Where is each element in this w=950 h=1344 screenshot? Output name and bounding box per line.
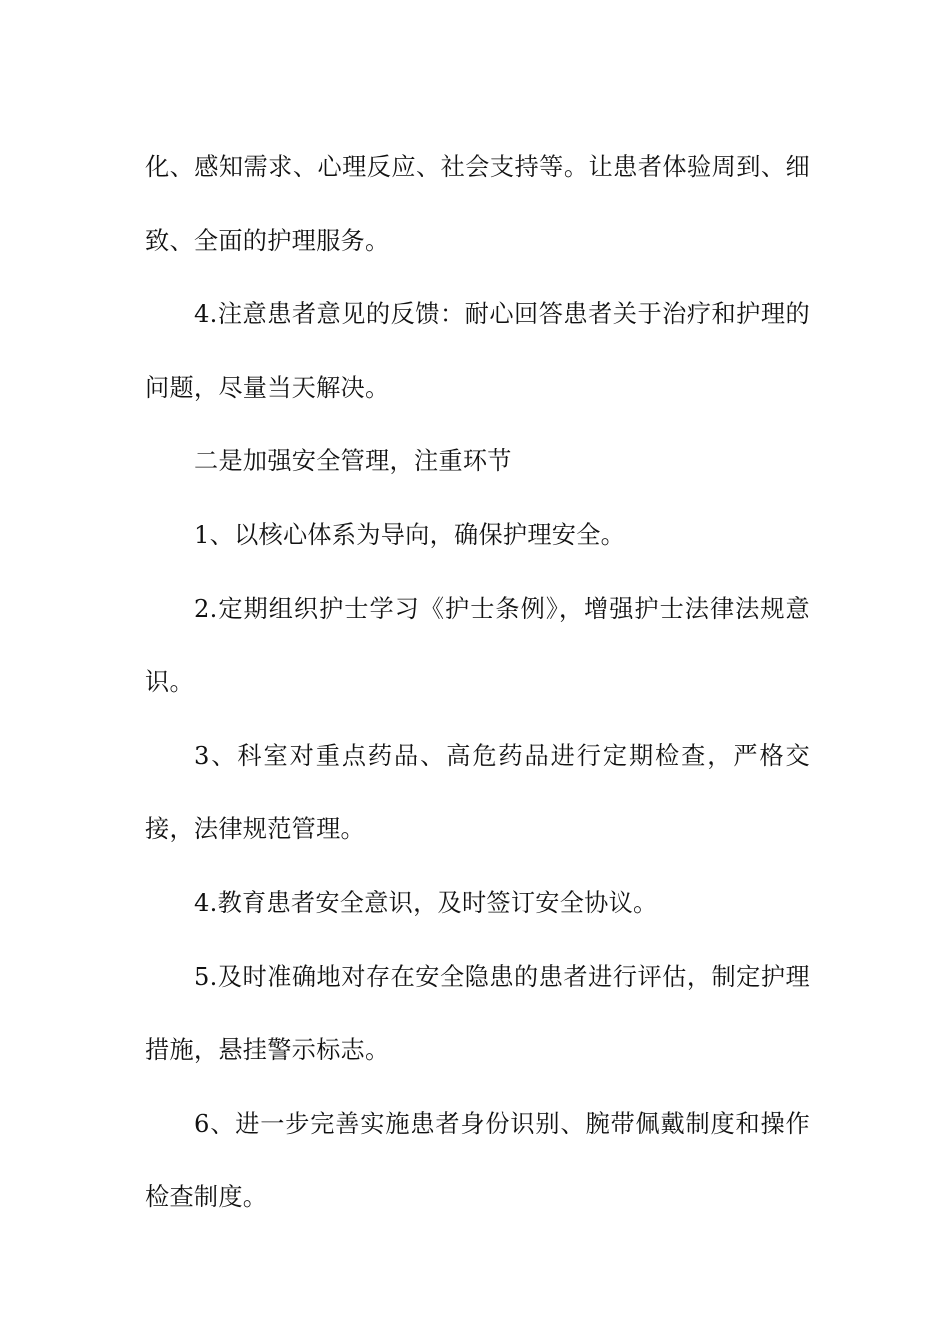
paragraph-continuation: 化、感知需求、心理反应、社会支持等。让患者体验周到、细致、全面的护理服务。 <box>145 153 810 255</box>
paragraph-item-2: 2.定期组织护士学习《护士条例》，增强护士法律法规意识。 <box>145 594 810 697</box>
document-body <box>145 131 810 1235</box>
paragraph-item-4: 4.教育患者安全意识，及时签订安全协议。 <box>194 888 658 917</box>
paragraph-item-6: 6、进一步完善实施患者身份识别、腕带佩戴制度和操作检查制度。 <box>145 1109 810 1212</box>
paragraph-item-5: 5.及时准确地对存在安全隐患的患者进行评估，制定护理措施，悬挂警示标志。 <box>145 962 810 1065</box>
paragraph-item-4-feedback: 4.注意患者意见的反馈：耐心回答患者关于治疗和护理的问题，尽量当天解决。 <box>145 300 810 402</box>
paragraph-item-1: 1、以核心体系为导向，确保护理安全。 <box>194 520 626 549</box>
section-heading-safety-management: 二是加强安全管理，注重环节 <box>194 447 512 476</box>
paragraph-item-3: 3、科室对重点药品、高危药品进行定期检查，严格交接，法律规范管理。 <box>145 741 810 844</box>
